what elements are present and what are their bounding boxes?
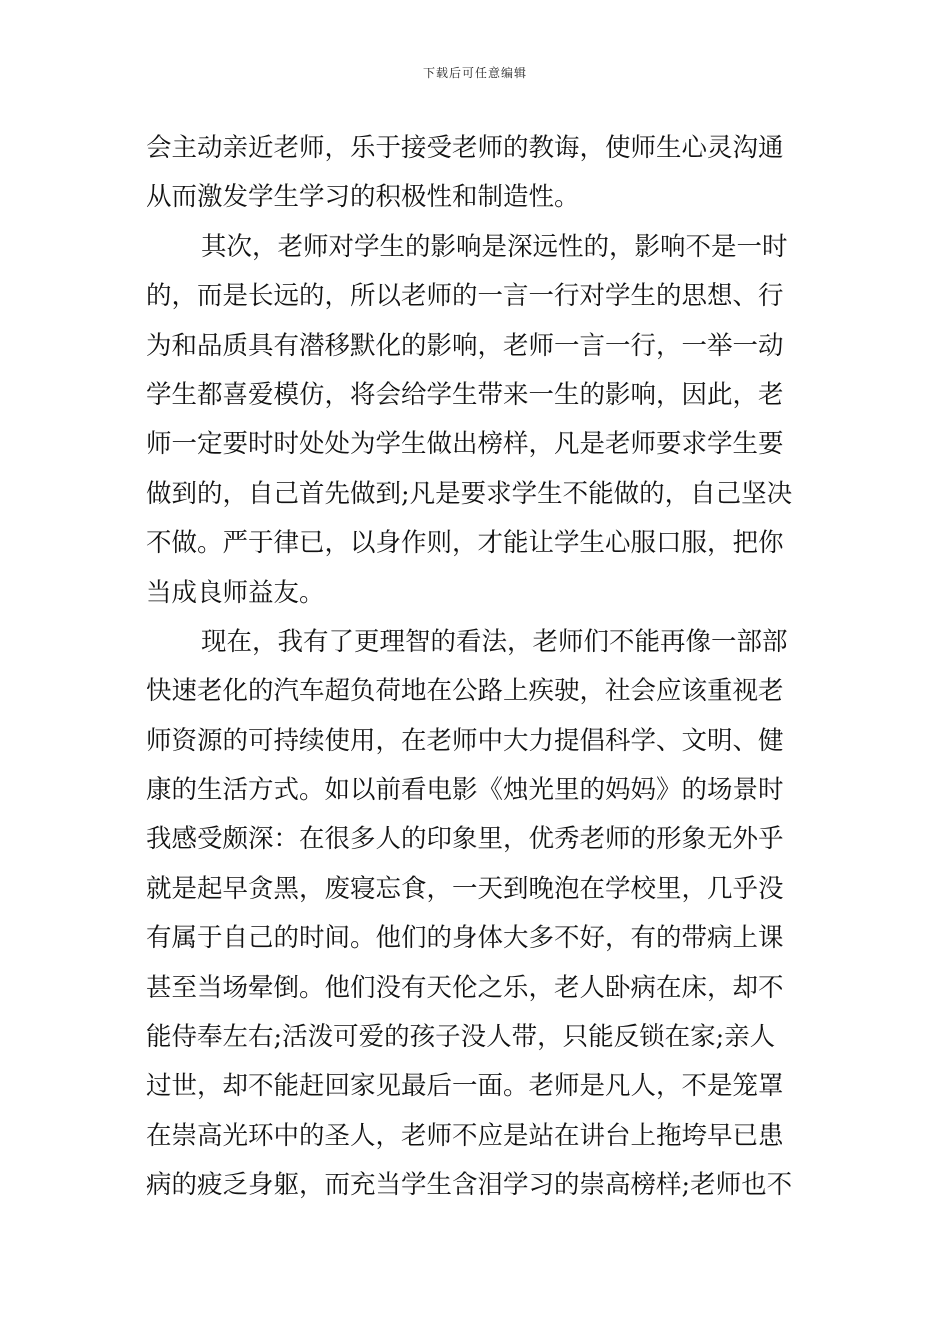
text-line: 我感受颇深：在很多人的印象里，优秀老师的形象无外乎 — [146, 824, 784, 855]
text-line: 其次，老师对学生的影响是深远性的，影响不是一时 — [201, 231, 788, 262]
document-body — [146, 124, 816, 1211]
text-line: 能侍奉左右;活泼可爱的孩子没人带，只能反锁在家;亲人 — [146, 1022, 776, 1053]
text-line: 从而激发学生学习的积极性和制造性。 — [146, 182, 580, 213]
text-line: 不做。严于律已，以身作则，才能让学生心服口服，把你 — [146, 528, 784, 559]
text-line: 甚至当场晕倒。他们没有天伦之乐，老人卧病在床，却不 — [146, 972, 784, 1003]
text-line: 的，而是长远的，所以老师的一言一行对学生的思想、行 — [146, 281, 784, 312]
text-line: 当成良师益友。 — [146, 577, 325, 608]
text-line: 学生都喜爱模仿，将会给学生带来一生的影响，因此，老 — [146, 379, 784, 410]
text-line: 为和品质具有潜移默化的影响，老师一言一行，一举一动 — [146, 330, 784, 361]
text-line: 现在，我有了更理智的看法，老师们不能再像一部部 — [201, 626, 788, 657]
text-line: 有属于自己的时间。他们的身体大多不好，有的带病上课 — [146, 923, 784, 954]
text-line: 在崇高光环中的圣人，老师不应是站在讲台上拖垮早已患 — [146, 1120, 784, 1151]
text-line: 师资源的可持续使用，在老师中大力提倡科学、文明、健 — [146, 725, 784, 756]
text-line: 康的生活方式。如以前看电影《烛光里的妈妈》的场景时 — [146, 775, 784, 806]
text-line: 病的疲乏身躯，而充当学生含泪学习的崇高榜样;老师也不 — [146, 1170, 793, 1201]
page-header: 下载后可任意编辑 — [422, 66, 527, 80]
text-line: 会主动亲近老师，乐于接受老师的教诲，使师生心灵沟通 — [146, 133, 784, 163]
text-line: 过世，却不能赶回家见最后一面。老师是凡人，不是笼罩 — [146, 1071, 784, 1102]
text-line: 师一定要时时处处为学生做出榜样，凡是老师要求学生要 — [146, 429, 784, 460]
text-line: 做到的，自己首先做到;凡是要求学生不能做的，自己坚决 — [146, 478, 793, 509]
text-line: 就是起早贪黑，废寝忘食，一天到晚泡在学校里，几乎没 — [146, 873, 784, 904]
text-line: 快速老化的汽车超负荷地在公路上疾驶，社会应该重视老 — [146, 676, 784, 707]
